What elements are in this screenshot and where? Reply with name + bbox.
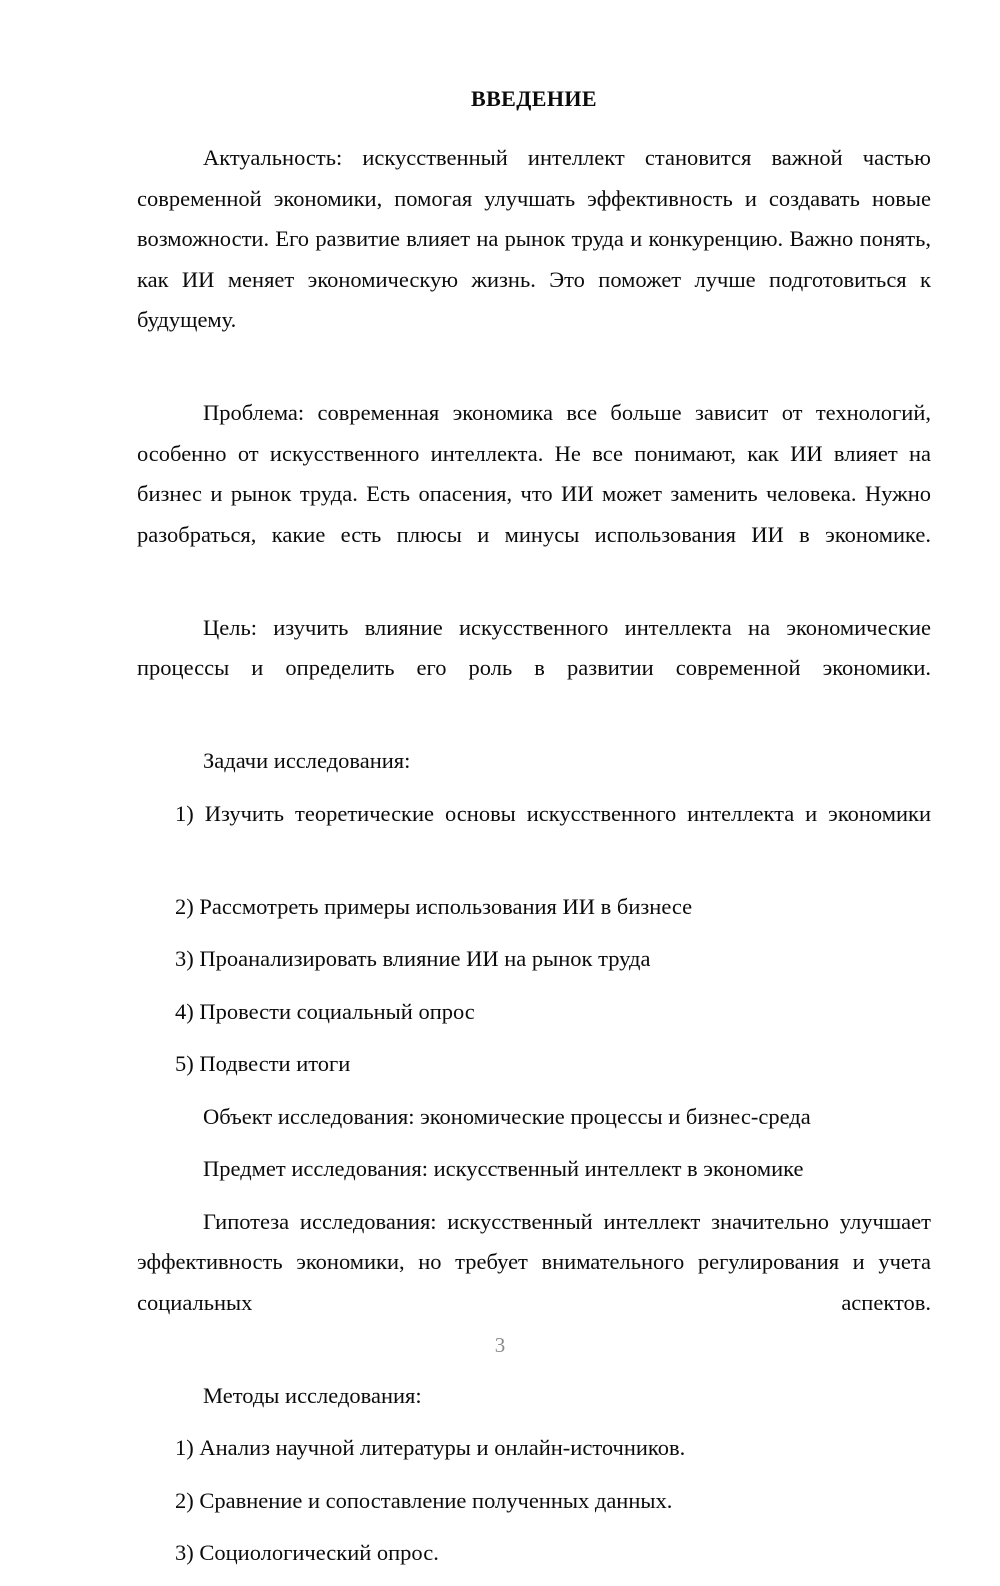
paragraph-problem: Проблема: современная экономика все больше зависит от технологий, особенно от искусственного интеллекта. Не все понимают, как ИИ влияет на бизнес и рынок труда. Есть опасения, что ИИ может заменить человека. Нужно разобраться, какие есть плюсы и минусы использования ИИ в экономике. [137, 400, 931, 547]
methods-label: Методы исследования: [203, 1382, 422, 1408]
document-body [137, 86, 931, 1586]
task-item-5: 5) Подвести итоги [175, 1051, 351, 1077]
tasks-label: Задачи исследования: [203, 748, 411, 774]
paragraph-subject: Предмет исследования: искусственный интеллект в экономике [203, 1156, 804, 1182]
method-item-2: 2) Сравнение и сопоставление полученных данных. [175, 1487, 673, 1513]
paragraph-goal: Цель: изучить влияние искусственного интеллекта на экономические процессы и определить его роль в развитии современной экономики. [137, 614, 931, 681]
method-item-3: 3) Социологический опрос. [175, 1540, 439, 1566]
page-title: ВВЕДЕНИЕ [471, 86, 597, 111]
paragraph-hypothesis: Гипотеза исследования: искусственный интеллект значительно улучшает эффективность экономики, но требует внимательного регулирования и учета социальных аспектов. [137, 1208, 931, 1315]
task-item-4: 4) Провести социальный опрос [175, 998, 475, 1024]
task-item-1: 1) Изучить теоретические основы искусственного интеллекта и экономики [175, 800, 931, 826]
page-number: 3 [494, 1333, 506, 1357]
paragraph-relevance: Актуальность: искусственный интеллект становится важной частью современной экономики, помогая улучшать эффективность и создавать новые возможности. Его развитие влияет на рынок труда и конкуренцию. Важно понять, как ИИ меняет экономическую жизнь. Это поможет лучше подготовиться к будущему. [137, 145, 931, 333]
method-item-1: 1) Анализ научной литературы и онлайн-источников. [175, 1435, 686, 1461]
task-item-2: 2) Рассмотреть примеры использования ИИ в бизнесе [175, 893, 693, 919]
task-item-3: 3) Проанализировать влияние ИИ на рынок труда [175, 946, 651, 972]
paragraph-object: Объект исследования: экономические процессы и бизнес-среда [203, 1103, 811, 1129]
